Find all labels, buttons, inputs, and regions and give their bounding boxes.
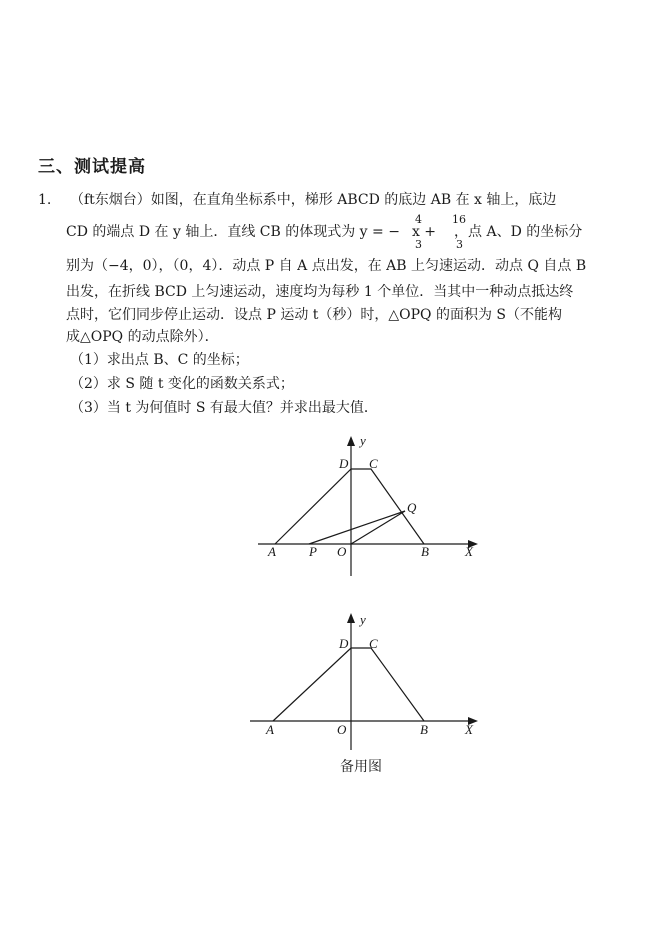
fig2-label-a: A <box>266 722 274 737</box>
fig2-label-y: y <box>360 612 366 627</box>
question-3: （3）当 t 为何值时 S 有最大值？并求出最大值． <box>70 400 378 416</box>
fig1-label-d: D <box>339 456 349 471</box>
fraction-1-denominator: 3 <box>415 238 422 251</box>
fraction-1-numerator: 4 <box>415 213 422 226</box>
fig1-label-p: P <box>309 544 317 559</box>
fig1-label-o: O <box>337 544 347 559</box>
fig1-y-arrow-icon <box>347 436 355 446</box>
line-2-prefix: CD 的端点 D 在 y 轴上．直线 CB 的体现式为 y = − <box>66 224 400 240</box>
fig2-label-b: B <box>420 722 428 737</box>
line-2-x-term: x + <box>411 224 437 240</box>
question-2: （2）求 S 随 t 变化的函数关系式； <box>70 376 294 392</box>
question-1: （1）求出点 B、C 的坐标； <box>70 352 249 368</box>
problem-number: 1. <box>38 192 52 208</box>
problem-line-4: 出发，在折线 BCD 上匀速运动，速度均为每秒 1 个单位．当其中一种动点抵达终 <box>66 284 574 300</box>
problem-line-3: 别为（−4，0），（0，4）．动点 P 自 A 点出发，在 AB 上匀速运动．动点 Q 自点 B <box>66 258 587 274</box>
fig1-label-b: B <box>421 544 429 559</box>
fig1-trapezoid <box>275 469 424 544</box>
fig2-label-o: O <box>337 722 347 737</box>
fig1-segment-pq <box>309 511 405 544</box>
fig2-label-d: D <box>339 636 349 651</box>
section-title: 三、测试提高 <box>38 157 146 177</box>
problem-line-5: 点时，它们同步停止运动．设点 P 运动 t（秒）时，△OPQ 的面积为 S（不能构 <box>66 307 563 323</box>
fig2-trapezoid <box>273 648 424 721</box>
problem-line-1: （ft东烟台）如图，在直角坐标系中，梯形 ABCD 的底边 AB 在 x 轴上，底边 <box>70 192 557 208</box>
fig2-label-x: X <box>465 722 473 737</box>
fig1-label-q: Q <box>407 500 417 515</box>
fraction-2-numerator: 16 <box>452 213 466 226</box>
figure-1 <box>258 436 478 576</box>
problem-line-6: 成△OPQ 的动点除外）． <box>66 329 219 345</box>
fraction-2-denominator: 3 <box>456 238 463 251</box>
fig2-label-c: C <box>369 636 378 651</box>
line-2-suffix: ，点 A、D 的坐标分 <box>454 224 583 240</box>
fig1-label-x: X <box>465 544 473 559</box>
fig2-y-arrow-icon <box>347 613 355 623</box>
fig1-label-y: y <box>360 433 366 448</box>
figure-2 <box>250 613 478 750</box>
figure-2-caption: 备用图 <box>340 759 382 775</box>
fig1-label-c: C <box>369 456 378 471</box>
fig1-label-a: A <box>268 544 276 559</box>
fig1-segment-oq <box>351 511 405 544</box>
